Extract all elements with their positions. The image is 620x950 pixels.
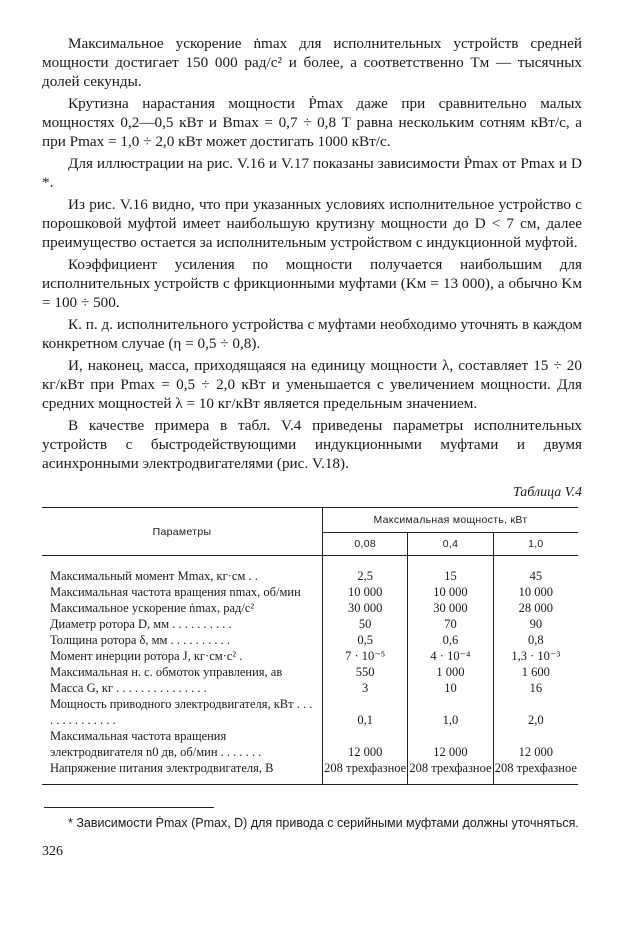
parameter-value: 16	[493, 680, 578, 696]
power-column-header: 0,08	[323, 533, 408, 556]
parameter-value: 550	[323, 664, 408, 680]
paragraph: Для иллюстрации на рис. V.16 и V.17 показаны зависимости Ṗmax от Pmax и D *.	[42, 155, 582, 191]
table-body	[42, 556, 578, 785]
paragraph: Максимальное ускорение ṅmax для исполнительных устройств средней мощности достигает 150 000 рад/с² и более, а соответственно Tм — тысячных долей секунды.	[42, 35, 582, 90]
parameter-value: 90	[493, 616, 578, 632]
param-column-header: Параметры	[42, 508, 323, 556]
parameter-value: 30 000	[408, 600, 493, 616]
parameter-value: 1 600	[493, 664, 578, 680]
paragraph: Коэффициент усиления по мощности получается наибольшим для исполнительных устройств с фрикционными муфтами (Kм = 13 000), а обычно Kм = 100 ÷ 500.	[42, 256, 582, 311]
parameter-value: 50	[323, 616, 408, 632]
parameter-value: 1 000	[408, 664, 493, 680]
parameter-value: 12 000	[493, 728, 578, 760]
parameter-value: 10 000	[408, 584, 493, 600]
parameter-name: Максимальная н. с. обмоток управления, ав	[50, 665, 283, 679]
parameter-value: 70	[408, 616, 493, 632]
parameter-value: 208 трехфазное	[323, 760, 408, 785]
power-column-header: 1,0	[493, 533, 578, 556]
parameter-name: Толщина ротора δ, мм . . . . . . . . . .	[50, 633, 230, 647]
parameter-value: 10 000	[323, 584, 408, 600]
parameter-value: 208 трехфазное	[493, 760, 578, 785]
parameter-value: 45	[493, 568, 578, 584]
parameter-name: Максимальная частота вращения электродвигателя n0 дв, об/мин . . . . . . .	[50, 729, 262, 759]
paragraph: Из рис. V.16 видно, что при указанных условиях исполнительное устройство с порошковой муфтой имеет наибольшую крутизну мощности до D < 7 см, далее преимущество остается за исполнительным устройством с индукционной муфтой.	[42, 196, 582, 251]
parameter-value: 1,3 · 10⁻³	[493, 648, 578, 664]
parameter-name: Диаметр ротора D, мм . . . . . . . . . .	[50, 617, 232, 631]
parameter-name: Максимальная частота вращения nmax, об/мин	[50, 585, 301, 599]
table-row	[42, 696, 578, 728]
table-row	[42, 728, 578, 760]
parameter-value: 2,5	[323, 568, 408, 584]
table-row	[42, 664, 578, 680]
parameter-value: 7 · 10⁻⁵	[323, 648, 408, 664]
parameter-value: 0,8	[493, 632, 578, 648]
parameter-value: 30 000	[323, 600, 408, 616]
table-row	[42, 648, 578, 664]
table-row	[42, 600, 578, 616]
table-row	[42, 584, 578, 600]
footnote-divider	[44, 807, 214, 808]
table-row	[42, 568, 578, 584]
parameter-value: 0,5	[323, 632, 408, 648]
paragraph: К. п. д. исполнительного устройства с муфтами необходимо уточнять в каждом конкретном случае (η = 0,5 ÷ 0,8).	[42, 316, 582, 352]
body-text	[42, 34, 582, 473]
parameter-value: 3	[323, 680, 408, 696]
power-group-header: Максимальная мощность, кВт	[323, 508, 579, 533]
paragraph: В качестве примера в табл. V.4 приведены параметры исполнительных устройств с быстродействующими индукционными муфтами и двумя асинхронными электродвигателями (рис. V.18).	[42, 417, 582, 472]
parameter-name: Мощность приводного электродвигателя, кВт . . . . . . . . . . . . . .	[50, 697, 313, 727]
paragraph: Крутизна нарастания мощности Ṗmax даже при сравнительно малых мощностях 0,2—0,5 кВт и Bmax = 0,7 ÷ 0,8 Т равна нескольким сотням кВт/с, а при Pmax = 1,0 ÷ 2,0 кВт может достигать 1000 кВт/с.	[42, 95, 582, 150]
parameter-name: Напряжение питания электродвигателя, В	[42, 760, 323, 785]
parameter-value: 2,0	[493, 696, 578, 728]
table-row	[42, 760, 578, 785]
table-row	[42, 680, 578, 696]
parameters-table	[42, 507, 578, 785]
parameter-name: Максимальный момент Mmax, кг·см . .	[50, 569, 258, 583]
page-number: 326	[42, 844, 63, 859]
parameter-name: Масса G, кг . . . . . . . . . . . . . . .	[50, 681, 207, 695]
parameter-value: 12 000	[323, 728, 408, 760]
paragraph: И, наконец, масса, приходящаяся на единицу мощности λ, составляет 15 ÷ 20 кг/кВт при Pmax = 0,5 ÷ 2,0 кВт и уменьшается с увеличением мощности. Для средних мощностей λ = 10 кг/кВт является предельным значением.	[42, 357, 582, 412]
parameter-value: 208 трехфазное	[408, 760, 493, 785]
parameter-value: 0,6	[408, 632, 493, 648]
parameter-value: 4 · 10⁻⁴	[408, 648, 493, 664]
table-row	[42, 616, 578, 632]
parameter-value: 28 000	[493, 600, 578, 616]
parameter-value: 12 000	[408, 728, 493, 760]
book-page	[42, 34, 582, 860]
power-column-header: 0,4	[408, 533, 493, 556]
table-row	[42, 632, 578, 648]
parameter-value: 1,0	[408, 696, 493, 728]
parameter-value: 0,1	[323, 696, 408, 728]
parameter-name: Момент инерции ротора J, кг·см·с² .	[50, 649, 243, 663]
parameter-value: 10	[408, 680, 493, 696]
parameter-name: Максимальное ускорение ṅmax, рад/с²	[50, 601, 255, 615]
parameter-value: 10 000	[493, 584, 578, 600]
footnote: * Зависимости Ṗmax (Pmax, D) для привода с серийными муфтами должны уточняться.	[68, 816, 579, 830]
parameter-value: 15	[408, 568, 493, 584]
table-caption: Таблица V.4	[513, 485, 582, 500]
